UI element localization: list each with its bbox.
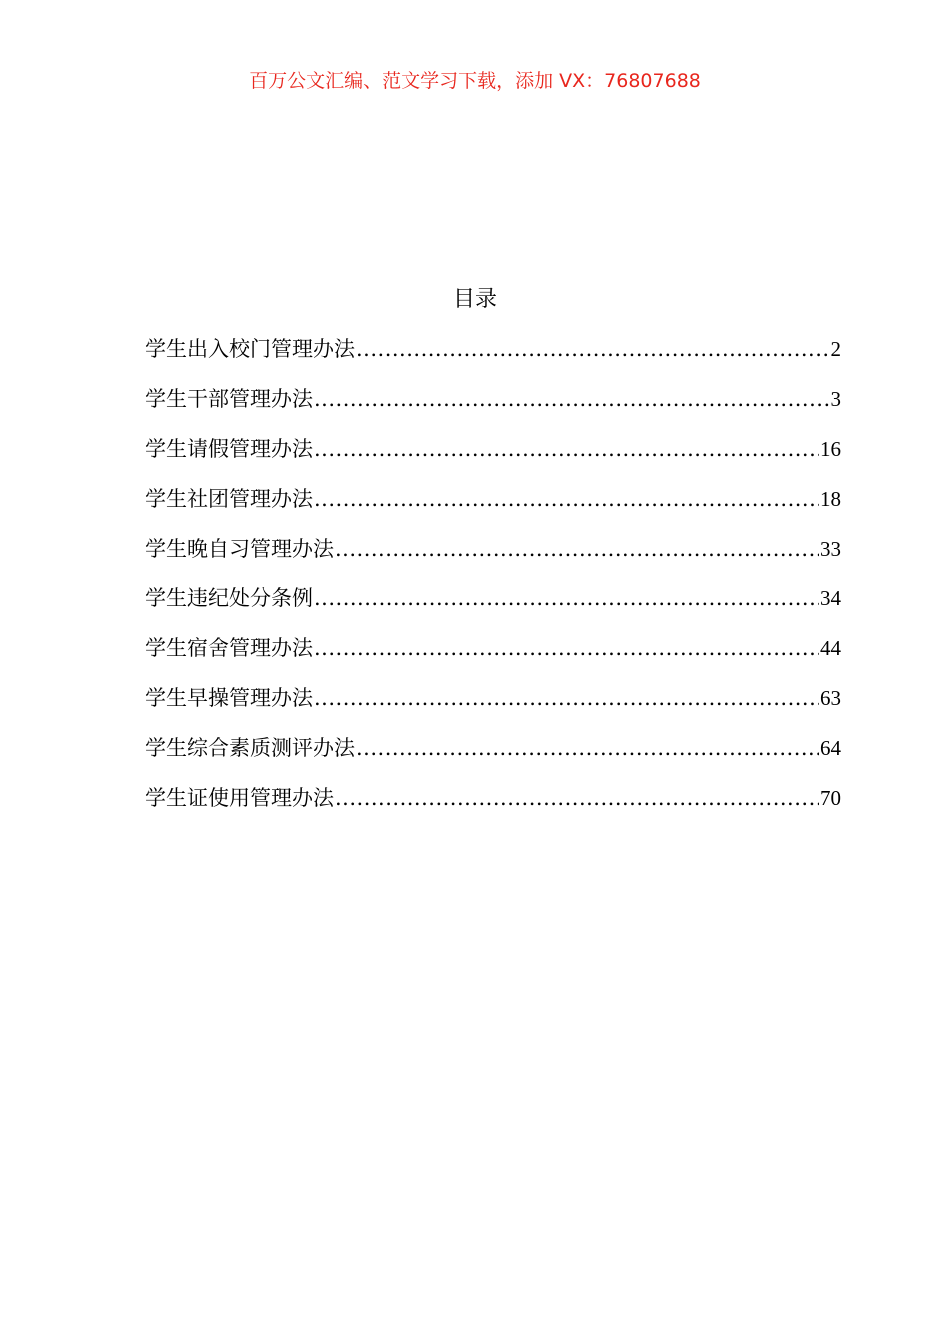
toc-dot-leader xyxy=(314,383,830,415)
toc-entry-page: 44 xyxy=(820,636,841,661)
toc-entry-page: 70 xyxy=(820,786,841,811)
toc-dot-leader xyxy=(335,533,819,565)
toc-dot-leader xyxy=(356,333,830,365)
toc-dot-leader xyxy=(314,582,819,614)
toc-entry-page: 18 xyxy=(820,486,841,511)
toc-entry-label: 学生出入校门管理办法 xyxy=(145,337,355,361)
toc-entry-page: 2 xyxy=(830,337,841,361)
toc-entry-page: 33 xyxy=(820,536,841,561)
toc-entry[interactable] xyxy=(145,682,841,732)
header-banner: 百万公文汇编、范文学习下载，添加 VX：76807688 xyxy=(249,70,701,92)
toc-entry[interactable] xyxy=(145,383,841,433)
toc-dot-leader xyxy=(314,682,819,714)
toc-entry-label: 学生宿舍管理办法 xyxy=(145,636,313,661)
toc-entry-page: 16 xyxy=(820,436,841,461)
toc-entry-page: 64 xyxy=(820,736,841,761)
table-of-contents xyxy=(145,333,841,832)
toc-entry-label: 学生请假管理办法 xyxy=(145,436,313,461)
toc-dot-leader xyxy=(314,632,819,664)
toc-dot-leader xyxy=(314,483,819,515)
toc-entry-label: 学生综合素质测评办法 xyxy=(145,736,355,761)
toc-entry[interactable] xyxy=(145,433,841,483)
toc-entry-label: 学生早操管理办法 xyxy=(145,686,313,711)
toc-entry-label: 学生晚自习管理办法 xyxy=(145,536,334,561)
toc-entry[interactable] xyxy=(145,782,841,832)
toc-title: 目录 xyxy=(452,287,497,312)
toc-entry-label: 学生干部管理办法 xyxy=(145,386,313,411)
toc-dot-leader xyxy=(335,782,819,814)
toc-entry-label: 学生证使用管理办法 xyxy=(145,786,334,811)
toc-dot-leader xyxy=(356,732,819,764)
toc-entry-page: 63 xyxy=(820,686,841,711)
toc-entry[interactable] xyxy=(145,732,841,782)
toc-entry[interactable] xyxy=(145,333,841,383)
toc-entry-label: 学生社团管理办法 xyxy=(145,486,313,511)
toc-entry[interactable] xyxy=(145,533,841,583)
toc-entry[interactable] xyxy=(145,632,841,682)
toc-entry-label: 学生违纪处分条例 xyxy=(145,586,313,611)
toc-entry-page: 34 xyxy=(820,586,841,611)
toc-entry[interactable] xyxy=(145,483,841,533)
toc-entry-page: 3 xyxy=(830,386,841,411)
toc-entry[interactable] xyxy=(145,582,841,632)
toc-dot-leader xyxy=(314,433,819,465)
